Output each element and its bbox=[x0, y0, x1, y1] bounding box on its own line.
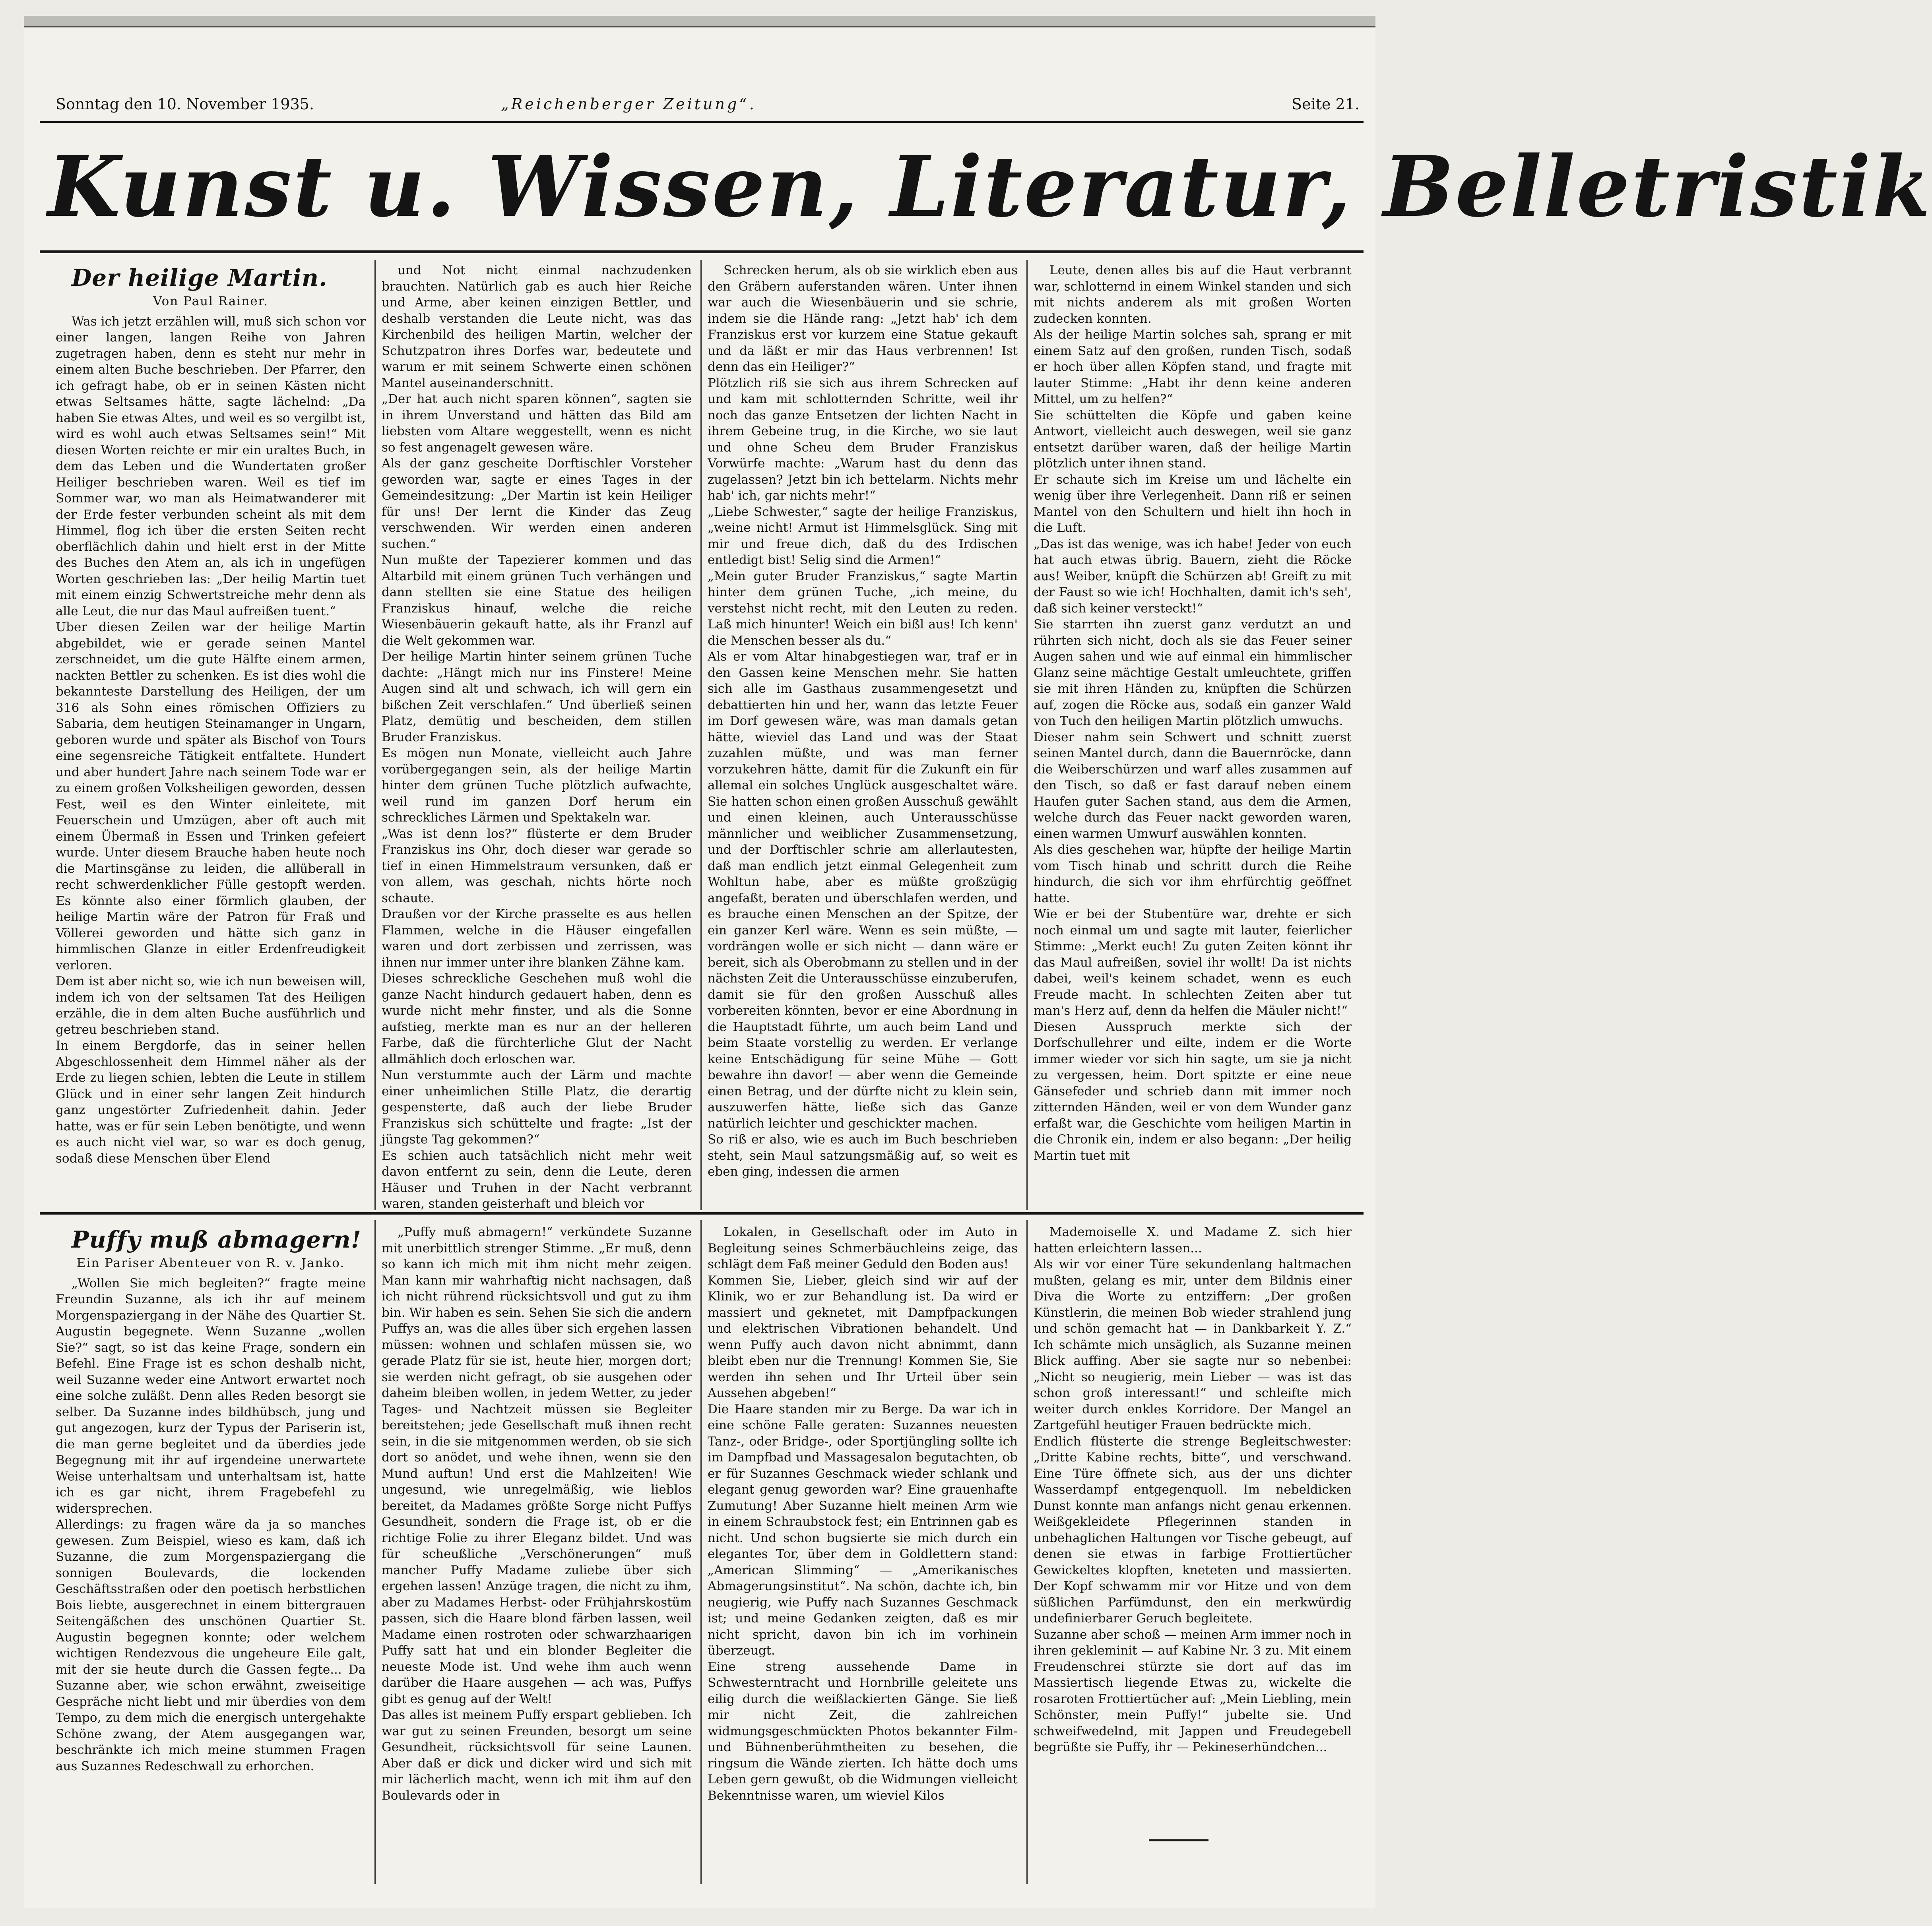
article2-column-4 bbox=[1034, 1224, 1352, 1832]
article1-text-4: Leute, denen alles bis auf die Haut verbrannt war, schlotternd in einem Winkel standen und sich mit nichts anderem als mit großen Worten zudecken konnten. Als der heilige Martin solches sah, sprang er mit einem Satz auf den großen, runden Tisch, sodaß er hoch über allen Köpfen stand, und fragte mit lauter Stimme: „Habt ihr denn keine anderen Mittel, um zu helfen?“ Sie schüttelten die Köpfe und gaben keine Antwort, vielleicht auch deswegen, weil sie ganz entsetzt darüber waren, daß der heilige Martin plötzlich unter ihnen stand. Er schaute sich im Kreise um und lächelte ein wenig über ihre Verlegenheit. Dann riß er seinen Mantel von den Schultern und hielt ihn hoch in die Luft. „Das ist das wenige, was ich habe! Jeder von euch hat auch etwas übrig. Bauern, zieht die Röcke aus! Weiber, knüpft die Schürzen ab! Greift zu mit der Faust so wie ich! Hochhalten, damit ich's seh', daß sich keiner versteckt!“ Sie starrten ihn zuerst ganz verdutzt an und rührten sich nicht, doch als sie das Feuer seiner Augen sahen und wie auf einmal ein himmlischer Glanz seine mächtige Gestalt umleuchtete, griffen sie mit ihren Händen zu, knüpften die Schürzen auf, zogen die Röcke aus, sodaß ein ganzer Wald von Tuch den heiligen Martin plötzlich umwuchs. Dieser nahm sein Schwert und schnitt zuerst seinen Mantel durch, dann die Bauernröcke, dann die Weiberschürzen und warf alles zusammen auf den Tisch, so daß er fast darauf neben einem Haufen guter Sachen stand, aus dem die Armen, welche durch das Feuer nackt geworden waren, einen warmen Umwurf auswählen konnten. Als dies geschehen war, hüpfte der heilige Martin vom Tisch hinab und schritt durch die Reihe hindurch, die sich vor ihm ehrfürchtig geöffnet hatte. Wie er bei der Stubentüre war, drehte er sich noch einmal um und sagte mit lauter, feierlicher Stimme: „Merkt euch! Zu guten Zeiten könnt ihr das Maul aufreißen, soviel ihr wollt! Da ist nichts dabei, weil's keinem schadet, wenn es euch Freude macht. In schlechten Zeiten aber tut man's Herz auf, denn da helfen die Mäuler nicht!“ Diesen Ausspruch merkte sich der Dorfschullehrer und eilte, indem er die Worte immer wieder vor sich hin sagte, um sie ja nicht zu vergessen, heim. Dort spitzte er eine neue Gänsefeder und schrieb dann mit immer noch zitternden Händen, weil er von dem Wunder ganz erfaßt war, die Geschichte vom heiligen Martin in die Chronik ein, indem er also begann: „Der heilig Martin tuet mit bbox=[1034, 263, 1352, 1163]
section-title: Kunst u. Wissen, Literatur, Belletristik bbox=[48, 138, 1932, 236]
article1-title: Der heilige Martin. bbox=[72, 264, 328, 291]
section-rule bbox=[40, 250, 1364, 253]
article1-column-3 bbox=[708, 262, 1018, 1208]
article1-column-1 bbox=[56, 262, 366, 1208]
issue-date: Sonntag den 10. November 1935. bbox=[56, 95, 314, 113]
scan-top-edge bbox=[24, 16, 1375, 27]
column-divider bbox=[374, 1220, 376, 1884]
article2-byline: Ein Pariser Abenteuer von R. v. Janko. bbox=[76, 1256, 345, 1270]
column-divider bbox=[1026, 1220, 1028, 1884]
article2-column-1 bbox=[56, 1224, 366, 1880]
article1-text-3: Schrecken herum, als ob sie wirklich eben aus den Gräbern auferstanden wären. Unter ihnen war auch die Wiesenbäuerin und sie schrie, indem sie die Hände rang: „Jetzt hab' ich dem Franziskus erst vor kurzem eine Statue gekauft und da läßt er mir das Haus verbrennen! Ist denn das ein Heiliger?“ Plötzlich riß sie sich aus ihrem Schrecken auf und kam mit schlotternden Schritte, weil ihr noch das ganze Entsetzen der lichten Nacht in ihrem Gebeine trug, in die Kirche, wo sie laut und ohne Scheu dem Bruder Franziskus Vorwürfe machte: „Warum hast du denn das zugelassen? Jetzt bin ich bettelarm. Nichts mehr hab' ich, gar nichts mehr!“ „Liebe Schwester,“ sagte der heilige Franziskus, „weine nicht! Armut ist Himmelsglück. Sing mit mir und freue dich, daß du des Irdischen entledigt bist! Selig sind die Armen!“ „Mein guter Bruder Franziskus,“ sagte Martin hinter dem grünen Tuche, „ich meine, du verstehst nicht recht, mit den Leuten zu reden. Laß mich hinunter! Weich ein bißl aus! Ich kenn' die Menschen besser als du.“ Als er vom Altar hinabgestiegen war, traf er in den Gassen keine Menschen mehr. Sie hatten sich alle im Gasthaus zusammengesetzt und debattierten hin und her, wann das letzte Feuer im Dorf gewesen wäre, was man damals getan hätte, wieviel das Land und was der Staat zuzahlen müßte, und was man ferner vorzukehren hätte, damit für die Zukunft ein für allemal ein solches Unglück ausgeschaltet wäre. Sie hatten schon einen großen Ausschuß gewählt und einen kleinen, auch Unterausschüsse männlicher und weiblicher Zusammensetzung, und der Dorftischler schrie am allerlautesten, daß man endlich jetzt einmal Gelegenheit zum Wohltun habe, aber es müßte großzügig angefaßt, beraten und überschlafen werden, und es brauche einen Menschen an der Spitze, der ein ganzer Kerl wäre. Wenn es sein müßte, — vordrängen wolle er sich nicht — dann wäre er bereit, sich als Oberobmann zu stellen und in der nächsten Zeit die Unterausschüsse einzuberufen, damit sie für den großen Ausschuß alles vorbereiten könnten, bevor er eine Abordnung in die Hauptstadt führte, um auch beim Land und beim Staate vorstellig zu werden. Er verlange keine Entschädigung für seine Mühe — Gott bewahre ihn davor! — aber wenn die Gemeinde einen Betrag, und der dürfte nicht zu klein sein, auszuwerfen hätte, ließe sich das Ganze natürlich leichter und geschickter machen. So riß er also, wie es auch im Buch beschrieben steht, sein Maul satzungsmäßig auf, so weit es eben ging, indessen die armen bbox=[708, 263, 1018, 1179]
article-separator bbox=[40, 1212, 1364, 1215]
article1-column-2 bbox=[382, 262, 692, 1211]
column-divider bbox=[700, 260, 702, 1210]
article2-column-2 bbox=[382, 1224, 692, 1880]
column-divider bbox=[700, 1220, 702, 1884]
column-divider bbox=[374, 260, 376, 1210]
article1-text-2: und Not nicht einmal nachzudenken brauchten. Natürlich gab es auch hier Reiche und Arme, aber keinen einzigen Bettler, und deshalb verstanden die Leute nicht, was das Kirchenbild des heiligen Martin, welcher der Schutzpatron ihres Dorfes war, bedeutete und warum er mit seinem Schwerte einen schönen Mantel auseinanderschnitt. „Der hat auch nicht sparen können“, sagten sie in ihrem Unverstand und hätten das Bild am liebsten vom Altare weggestellt, wenn es nicht so fest angenagelt gewesen wäre. Als der ganz gescheite Dorftischler Vorsteher geworden war, sagte er eines Tages in der Gemeindesitzung: „Der Martin ist kein Heiliger für uns! Der lernt die Kinder das Zeug verschwenden. Wir werden einen anderen suchen.“ Nun mußte der Tapezierer kommen und das Altarbild mit einem grünen Tuch verhängen und dann stellten sie eine Statue des heiligen Franziskus hinauf, welche die reiche Wiesenbäuerin gekauft hatte, als ihr Franzl auf die Welt gekommen war. Der heilige Martin hinter seinem grünen Tuche dachte: „Hängt mich nur ins Finstere! Meine Augen sind alt und schwach, ich will gern ein bißchen Zeit verschlafen.“ Und überließ seinen Platz, demütig und bescheiden, dem stillen Bruder Franziskus. Es mögen nun Monate, vielleicht auch Jahre vorübergegangen sein, als der heilige Martin hinter dem grünen Tuche plötzlich aufwachte, weil rund im ganzen Dorf herum ein schreckliches Lärmen und Spektakeln war. „Was ist denn los?“ flüsterte er dem Bruder Franziskus ins Ohr, doch dieser war gerade so tief in einen Himmelstraum versunken, daß er von allem, was geschah, nichts hörte noch schaute. Draußen vor der Kirche prasselte es aus hellen Flammen, welche in die Häuser eingefallen waren und dort zerbissen und zerrissen, was ihnen nur immer unter ihre blanken Zähne kam. Dieses schreckliche Geschehen muß wohl die ganze Nacht hindurch gedauert haben, denn es wurde nicht mehr finster, und als die Sonne aufstieg, merkte man es nur an der helleren Farbe, daß die fürchterliche Glut der Nacht allmählich doch erloschen war. Nun verstummte auch der Lärm und machte einer unheimlichen Stille Platz, die derartig gespensterte, daß auch der liebe Bruder Franziskus sich schüttelte und fragte: „Ist der jüngste Tag gekommen?“ Es schien auch tatsächlich nicht mehr weit davon entfernt zu sein, denn die Leute, deren Häuser und Truhen in der Nacht verbrannt waren, standen geisterhaft und bleich vor bbox=[382, 263, 692, 1211]
column-divider bbox=[1026, 260, 1028, 1210]
newspaper-name: „Reichenberger Zeitung“. bbox=[501, 95, 757, 113]
article2-text-2: „Puffy muß abmagern!“ verkündete Suzanne mit unerbittlich strenger Stimme. „Er muß, denn so kann ich mich mit ihm nicht mehr zeigen. Man kann mir wahrhaftig nicht nachsagen, daß ich nicht rührend rücksichtsvoll und gut zu ihm bin. Wir haben es sein. Sehen Sie sich die andern Puffys an, was die alles über sich ergehen lassen müssen: wohnen und schlafen müssen sie, wo gerade Platz für sie ist, heute hier, morgen dort; sie werden nicht gefragt, ob sie ausgehen oder daheim bleiben wollen, in jedem Wetter, zu jeder Tages- und Nachtzeit müssen sie Begleiter bereitstehen; jede Gesellschaft muß ihnen recht sein, in die sie mitgenommen werden, ob sie sich dort so anödet, und wehe ihnen, wenn sie den Mund auftun! Und erst die Mahlzeiten! Wie ungesund, wie unregelmäßig, wie lieblos bereitet, da Madames größte Sorge nicht Puffys Gesundheit, sondern die Frage ist, ob er die richtige Folie zu ihrer Eleganz bildet. Und was für scheußliche „Verschönerungen“ muß mancher Puffy Madame zuliebe über sich ergehen lassen! Anzüge tragen, die nicht zu ihm, aber zu Madames Herbst- oder Frühjahrskostüm passen, sich die Haare blond färben lassen, weil Madame einen rostroten oder schwarzhaarigen Puffy satt hat und ein blonder Begleiter die neueste Mode ist. Und wehe ihm auch wenn darüber die Haare ausgehen — ach was, Puffys gibt es genug auf der Welt! Das alles ist meinem Puffy erspart geblieben. Ich war gut zu seinen Freunden, besorgt um seine Gesundheit, rücksichtsvoll für seine Launen. Aber daß er dick und dicker wird und sich mit mir lächerlich macht, wenn ich mit ihm auf den Boulevards oder in bbox=[382, 1225, 692, 1803]
article1-byline: Von Paul Rainer. bbox=[153, 294, 268, 308]
end-mark bbox=[1149, 1839, 1208, 1841]
page-number: Seite 21. bbox=[1292, 95, 1360, 113]
article2-title: Puffy muß abmagern! bbox=[72, 1226, 362, 1253]
newspaper-page bbox=[24, 16, 1932, 1908]
article1-text-1: Was ich jetzt erzählen will, muß sich schon vor einer langen, langen Reihe von Jahren zugetragen haben, denn es steht nur mehr in einem alten Buche beschrieben. Der Pfarrer, den ich gefragt habe, ob er in seinen Kästen nicht etwas Seltsames hätte, sagte lächelnd: „Da haben Sie etwas Altes, und weil es so vergilbt ist, wird es wohl auch etwas Seltsames sein!“ Mit diesen Worten reichte er mir ein uraltes Buch, in dem das Leben und die Wundertaten großer Heiliger beschrieben waren. Weil es tief im Sommer war, wo man als Heimatwanderer mit der Erde fester verbunden scheint als mit dem Himmel, flog ich über die ersten Seiten recht oberflächlich dahin und hielt erst in der Mitte des Buches den Atem an, als ich in ungefügen Worten geschrieben las: „Der heilig Martin tuet mit einem einzig Schwertstreiche mehr denn als alle Leut, die nur das Maul aufreißen tuent.“ Uber diesen Zeilen war der heilige Martin abgebildet, wie er gerade seinen Mantel zerschneidet, um die gute Hälfte einem armen, nackten Bettler zu schenken. Es ist dies wohl die bekannteste Darstellung des Heiligen, der um 316 als Sohn eines römischen Offiziers zu Sabaria, dem heutigen Steinamanger in Ungarn, geboren wurde und später als Bischof von Tours eine segensreiche Tätigkeit entfaltete. Hundert und aber hundert Jahre nach seinem Tode war er zu einem großen Volksheiligen geworden, dessen Fest, weil es den Winter einleitete, mit Feuerschein und Umzügen, aber oft auch mit einem Übermaß in Essen und Trinken gefeiert wurde. Unter diesem Brauche haben heute noch die Martinsgänse zu leiden, die allüberall in recht schwerdenklicher Fülle gestopft werden. Es könnte also einer förmlich glauben, der heilige Martin wäre der Patron für Fraß und Völlerei geworden und hätte sich ganz in himmlischen Glanze in eitler Erdenfreudigkeit verloren. Dem ist aber nicht so, wie ich nun beweisen will, indem ich von der seltsamen Tat des Heiligen erzähle, die in dem alten Buche ausführlich und getreu beschrieben stand. In einem Bergdorfe, das in seiner hellen Abgeschlossenheit dem Himmel näher als der Erde zu liegen schien, lebten die Leute in stillem Glück und in einer sehr langen Zeit hindurch ganz ungestörter Zufriedenheit dahin. Jeder hatte, was er für sein Leben benötigte, und wenn es auch nicht viel war, so war es doch genug, sodaß diese Menschen über Elend bbox=[56, 314, 366, 1166]
header-rule bbox=[40, 121, 1364, 123]
article2-text-1: „Wollen Sie mich begleiten?“ fragte meine Freundin Suzanne, als ich ihr auf meinem Morgenspaziergang in der Nähe des Quartier St. Augustin begegnete. Wenn Suzanne „wollen Sie?“ sagt, so ist das keine Frage, sondern ein Befehl. Eine Frage ist es schon deshalb nicht, weil Suzanne weder eine Antwort erwartet noch eine solche zuläßt. Denn alles Reden besorgt sie selber. Da Suzanne indes bildhübsch, jung und gut angezogen, kurz der Typus der Pariserin ist, die man gerne begleitet und da überdies jede Begegnung mit ihr auf irgendeine unerwartete Weise unterhaltsam und unterhaltsam ist, hatte ich es gar nicht, ihrem Fragebefehl zu widersprechen. Allerdings: zu fragen wäre da ja so manches gewesen. Zum Beispiel, wieso es kam, daß ich Suzanne, die zum Morgenspaziergang die sonnigen Boulevards, die lockenden Geschäftsstraßen oder den poetisch herbstlichen Bois liebte, ausgerechnet in einem bittergrauen Seitengäßchen des unschönen Quartier St. Augustin begegnen konnte; oder welchem wichtigen Rendezvous die ungeheure Eile galt, mit der sie heute durch die Gassen fegte... Da Suzanne aber, wie schon erwähnt, zweiseitige Gespräche nicht liebt und mir überdies von dem Tempo, zu dem mich die energisch untergehakte Schöne zwang, der Atem ausgegangen war, beschränkte ich mich meine stummen Fragen aus Suzannes Redeschwall zu erhorchen. bbox=[56, 1276, 366, 1773]
article1-column-4 bbox=[1034, 262, 1352, 1208]
article2-column-3 bbox=[708, 1224, 1018, 1880]
article2-text-3: Lokalen, in Gesellschaft oder im Auto in Begleitung seines Schmerbäuchleins zeige, das schlägt dem Faß meiner Geduld den Boden aus! Kommen Sie, Lieber, gleich sind wir auf der Klinik, wo er zur Behandlung ist. Da wird er massiert und geknetet, mit Dampfpackungen und elektrischen Vibrationen behandelt. Und wenn Puffy auch davon nicht abnimmt, dann bleibt eben nur die Trennung! Kommen Sie, Sie werden ihn sehen und Ihr Urteil über sein Aussehen abgeben!“ Die Haare standen mir zu Berge. Da war ich in eine schöne Falle geraten: Suzannes neuesten Tanz-, oder Bridge-, oder Sportjüngling sollte ich im Dampfbad und Massagesalon begutachten, ob er für Suzannes Geschmack wieder schlank und elegant genug geworden war? Eine grauenhafte Zumutung! Aber Suzanne hielt meinen Arm wie in einem Schraubstock fest; ein Entrinnen gab es nicht. Und schon bugsierte sie mich durch ein elegantes Tor, über dem in Goldlettern stand: „American Slimming“ — „Amerikanisches Abmagerungsinstitut“. Na schön, dachte ich, bin neugierig, wie Puffy nach Suzannes Geschmack ist; und meine Gedanken zeigten, daß es mir nicht spricht, davon bin ich im vorhinein überzeugt. Eine streng aussehende Dame in Schwesterntracht und Hornbrille geleitete uns eilig durch die weißlackierten Gänge. Sie ließ mir nicht Zeit, die zahlreichen widmungsgeschmückten Photos bekannter Film- und Bühnenberühmtheiten zu besehen, die ringsum die Wände zierten. Ich hätte doch ums Leben gern gewußt, ob die Widmungen vielleicht Bekenntnisse waren, um wieviel Kilos bbox=[708, 1225, 1018, 1803]
article2-text-4: Mademoiselle X. und Madame Z. sich hier hatten erleichtern lassen... Als wir vor einer Türe sekundenlang haltmachen mußten, gelang es mir, unter dem Bildnis einer Diva die Worte zu entziffern: „Der großen Künstlerin, die meinen Bob wieder strahlend jung und schön gemacht hat — in Dankbarkeit Y. Z.“ Ich schämte mich unsäglich, als Suzanne meinen Blick auffing. Aber sie sagte nur so nebenbei: „Nicht so neugierig, mein Lieber — was ist das schon groß interessant!“ und schleifte mich weiter durch enkles Korridore. Der Mangel an Zartgefühl heutiger Frauen bedrückte mich. Endlich flüsterte die strenge Begleitschwester: „Dritte Kabine rechts, bitte“, und verschwand. Eine Türe öffnete sich, aus der uns dichter Wasserdampf entgegenquoll. Im nebeldicken Dunst konnte man anfangs nicht genau erkennen. Weißgekleidete Pflegerinnen standen in unbehaglichen Haltungen vor Tische gebeugt, auf denen sie etwas in farbige Frottiertücher Gewickeltes klopften, kneteten und massierten. Der Kopf schwamm mir vor Hitze und von dem süßlichen Parfümdunst, den ein merkwürdig undefinierbarer Geruch begleitete. Suzanne aber schoß — meinen Arm immer noch in ihren gekleminit — auf Kabine Nr. 3 zu. Mit einem Freudenschrei stürzte sie dort auf das im Massiertisch liegende Etwas zu, wickelte die rosaroten Frottiertücher auf: „Mein Liebling, mein Schönster, mein Puffy!“ jubelte sie. Und schweifwedelnd, mit Jappen und Freudegebell begrüßte sie Puffy, ihr — Pekineserhündchen... bbox=[1034, 1225, 1352, 1754]
